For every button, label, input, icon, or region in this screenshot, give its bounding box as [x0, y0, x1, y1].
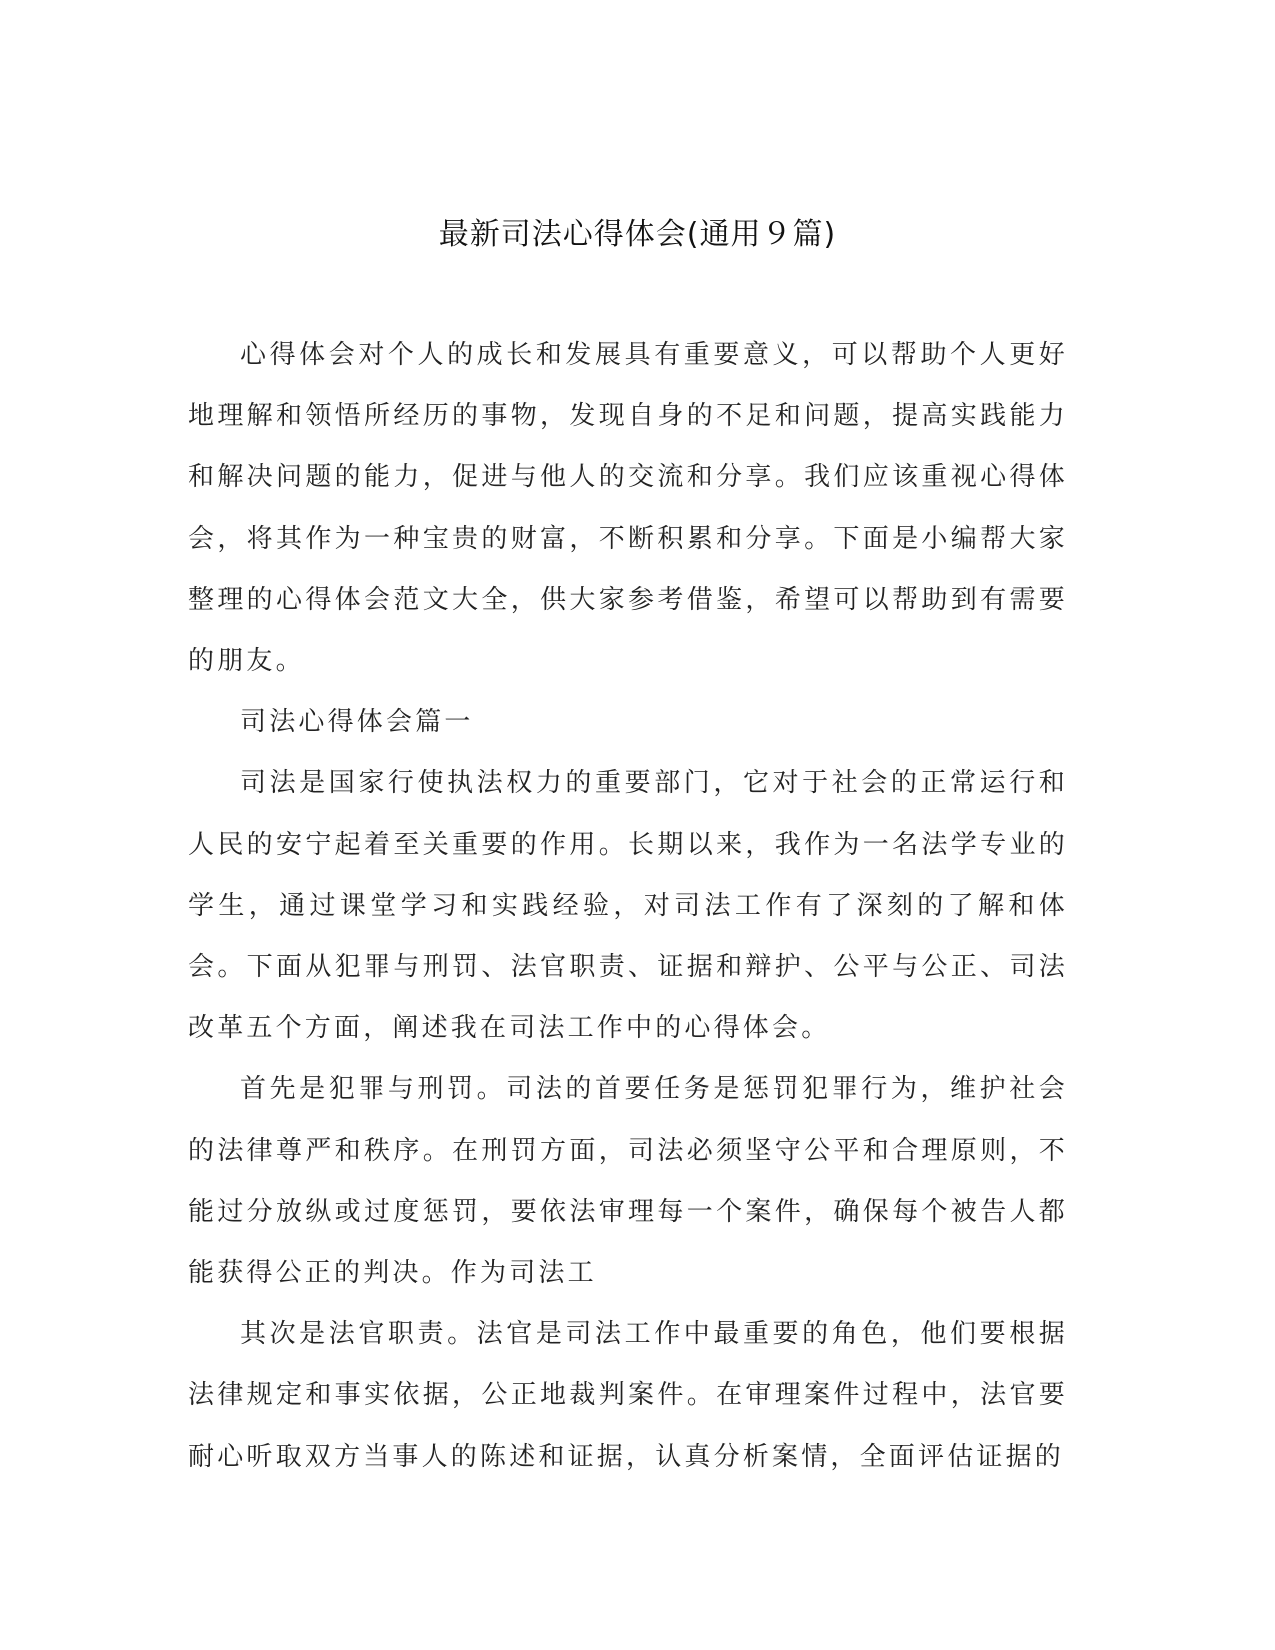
body-paragraph: 首先是犯罪与刑罚。司法的首要任务是惩罚犯罪行为，维护社会的法律尊严和秩序。在刑罚方面，司法必须坚守公平和合理原则，不能过分放纵或过度惩罚，要依法审理每一个案件，确保每个被告人都能获得公正的判决。作为司法工 [188, 1074, 1068, 1289]
body-paragraph: 司法是国家行使执法权力的重要部门，它对于社会的正常运行和人民的安宁起着至关重要的作用。长期以来，我作为一名法学专业的学生，通过课堂学习和实践经验，对司法工作有了深刻的了解和体会。下面从犯罪与刑罚、法官职责、证据和辩护、公平与公正、司法改革五个方面，阐述我在司法工作中的心得体会。 [188, 768, 1068, 1044]
document-body [188, 325, 1068, 1488]
document-title: 最新司法心得体会(通用９篇) [438, 217, 837, 252]
intro-paragraph: 心得体会对个人的成长和发展具有重要意义，可以帮助个人更好地理解和领悟所经历的事物，发现自身的不足和问题，提高实践能力和解决问题的能力，促进与他人的交流和分享。我们应该重视心得体会，将其作为一种宝贵的财富，不断积累和分享。下面是小编帮大家整理的心得体会范文大全，供大家参考借鉴，希望可以帮助到有需要的朋友。 [188, 340, 1068, 677]
section-heading: 司法心得体会篇一 [240, 707, 474, 738]
body-paragraph: 其次是法官职责。法官是司法工作中最重要的角色，他们要根据法律规定和事实依据，公正地裁判案件。在审理案件过程中，法官要耐心听取双方当事人的陈述和证据，认真分析案情，全面评估证据的 [188, 1319, 1068, 1472]
